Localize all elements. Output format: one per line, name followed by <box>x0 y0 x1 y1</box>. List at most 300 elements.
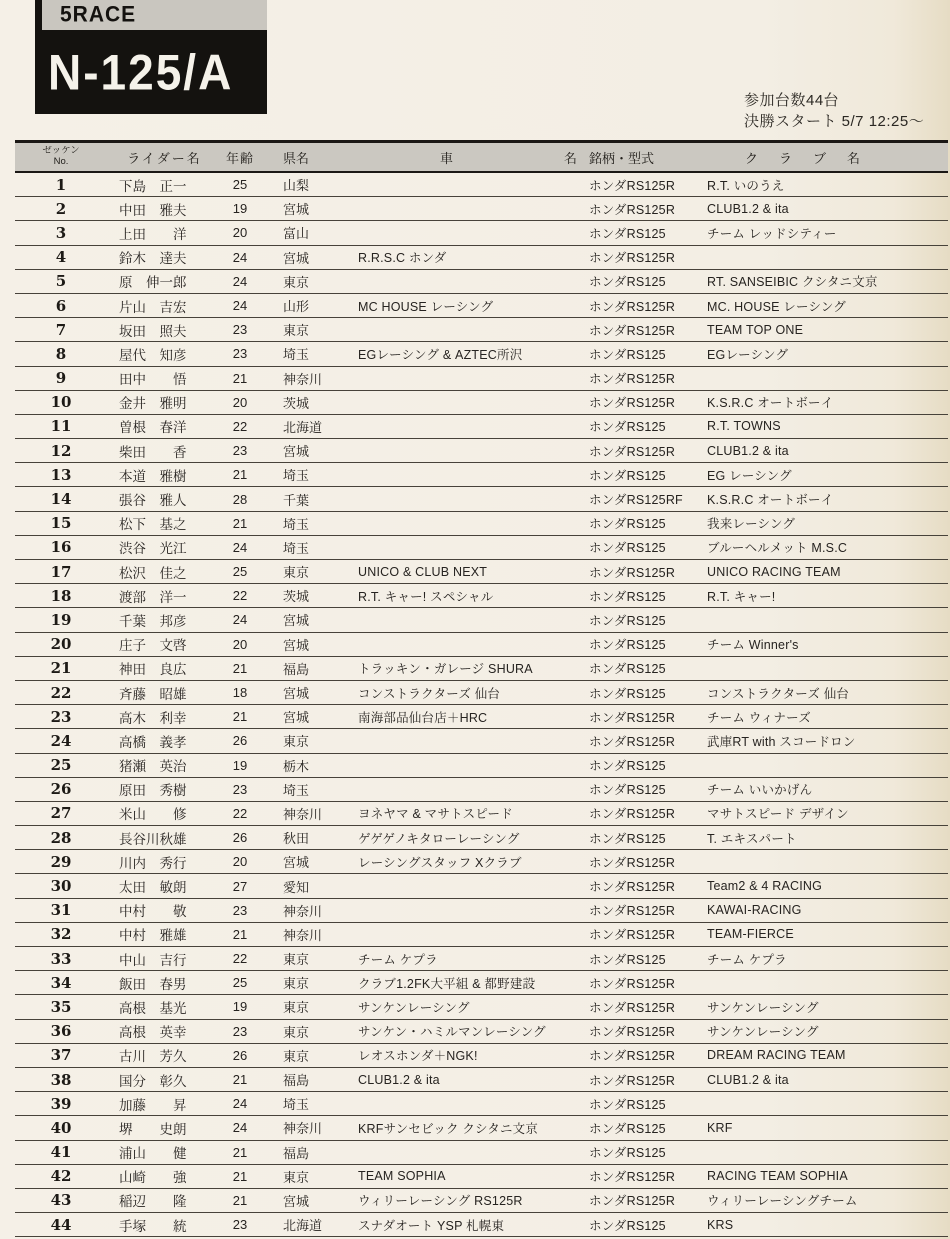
machine-name: 南海部品仙台店＋HRC <box>358 710 488 725</box>
rider-name: 屋代 知彦 <box>119 347 187 363</box>
table-row <box>15 1165 948 1189</box>
rider-name: 庄子 文啓 <box>119 638 187 654</box>
table-row <box>15 802 948 826</box>
prefecture: 東京 <box>283 1169 310 1185</box>
bib-number: 35 <box>50 997 72 1016</box>
club-name: CLUB1.2 & ita <box>707 1072 789 1087</box>
machine-name: コンストラクターズ 仙台 <box>358 686 501 701</box>
club-name: KRS <box>707 1217 734 1232</box>
club-name: KRF <box>707 1120 733 1135</box>
rider-name: 中山 吉行 <box>119 952 187 968</box>
bib-number: 9 <box>55 369 67 388</box>
table-row <box>15 197 948 221</box>
machine-name: スナダオート YSP 札幌東 <box>358 1218 505 1233</box>
brand-model: ホンダRS125R <box>589 178 676 193</box>
bib-number: 18 <box>50 586 72 605</box>
bib-number: 38 <box>50 1070 72 1089</box>
table-row <box>15 221 948 245</box>
header-prefecture: 県名 <box>283 150 310 166</box>
brand-model: ホンダRS125R <box>589 904 676 919</box>
prefecture: 埼玉 <box>283 516 310 532</box>
prefecture: 東京 <box>283 952 310 968</box>
table-row <box>15 657 948 681</box>
table-row <box>15 778 948 802</box>
club-name: R.T. キャー! <box>707 589 776 604</box>
brand-model: ホンダRS125 <box>589 952 666 967</box>
rider-age: 24 <box>232 273 248 289</box>
brand-model: ホンダRS125 <box>589 686 666 701</box>
brand-model: ホンダRS125R <box>589 251 676 266</box>
entry-table <box>15 140 948 1237</box>
table-row <box>15 729 948 753</box>
table-row <box>15 705 948 729</box>
table-row <box>15 947 948 971</box>
rider-age: 21 <box>232 1144 248 1160</box>
header-bib-number <box>15 146 107 168</box>
rider-age: 24 <box>232 298 248 314</box>
table-row <box>15 367 948 391</box>
brand-model: ホンダRS125 <box>589 613 666 628</box>
machine-name: ヨネヤマ & マサトスピード <box>358 807 513 822</box>
rider-name: 金井 雅明 <box>119 396 187 412</box>
machine-name: クラブ1.2FK大平組 & 都野建設 <box>358 976 536 991</box>
prefecture: 千葉 <box>283 492 310 508</box>
prefecture: 宮城 <box>283 1193 310 1209</box>
bib-number: 20 <box>50 635 72 654</box>
club-name: マサトスピード デザイン <box>707 807 849 822</box>
machine-name: ウィリーレーシング RS125R <box>358 1194 523 1209</box>
brand-model: ホンダRS125R <box>589 444 676 459</box>
prefecture: 神奈川 <box>283 1121 323 1137</box>
header-age: 年齢 <box>225 150 254 166</box>
rider-name: 上田 洋 <box>119 226 187 242</box>
machine-name: チーム ケプラ <box>358 952 438 967</box>
bib-number: 30 <box>50 877 72 896</box>
header-bib-bottom: No. <box>53 156 69 167</box>
bib-number: 5 <box>55 272 67 291</box>
rider-age: 20 <box>232 854 248 870</box>
table-row <box>15 512 948 536</box>
rider-name: 原田 秀樹 <box>119 783 187 799</box>
bib-number: 22 <box>50 683 72 702</box>
bib-number: 27 <box>50 804 72 823</box>
brand-model: ホンダRS125 <box>589 1097 666 1112</box>
machine-name: UNICO & CLUB NEXT <box>358 564 488 579</box>
table-row <box>15 1044 948 1068</box>
prefecture: 神奈川 <box>283 806 323 822</box>
club-name: チーム ケプラ <box>707 952 787 967</box>
bib-number: 39 <box>50 1094 72 1113</box>
club-name: サンケンレーシング <box>707 1025 819 1040</box>
prefecture: 埼玉 <box>283 347 310 363</box>
table-row <box>15 850 948 874</box>
rider-age: 21 <box>232 370 248 386</box>
table-row <box>15 874 948 898</box>
rider-age: 20 <box>232 636 248 652</box>
club-name: RT. SANSEIBIC クシタニ文京 <box>707 275 878 290</box>
rider-age: 18 <box>232 685 248 701</box>
rider-age: 20 <box>232 225 248 241</box>
brand-model: ホンダRS125R <box>589 299 676 314</box>
rider-name: 加藤 昇 <box>119 1097 187 1113</box>
prefecture: 福島 <box>283 661 310 677</box>
table-row <box>15 1141 948 1165</box>
prefecture: 埼玉 <box>283 782 310 798</box>
brand-model: ホンダRS125R <box>589 565 676 580</box>
prefecture: 埼玉 <box>283 540 310 556</box>
rider-age: 21 <box>232 515 248 531</box>
rider-age: 26 <box>232 830 248 846</box>
rider-name: 古川 芳久 <box>119 1049 187 1065</box>
bib-number: 4 <box>55 248 67 267</box>
bib-number: 44 <box>50 1215 72 1234</box>
rider-age: 22 <box>232 588 248 604</box>
rider-name: 山崎 強 <box>119 1170 187 1186</box>
rider-name: 堺 史朗 <box>119 1121 187 1137</box>
club-name: EGレーシング <box>707 347 789 362</box>
prefecture: 東京 <box>283 734 310 750</box>
rider-name: 高根 英幸 <box>119 1025 187 1041</box>
table-row <box>15 342 948 366</box>
table-row <box>15 294 948 318</box>
club-name: K.S.R.C オートボーイ <box>707 396 834 411</box>
rider-age: 25 <box>232 177 248 193</box>
header-bib-top: ゼッケン <box>42 146 80 157</box>
prefecture: 東京 <box>283 323 310 339</box>
table-body <box>15 173 948 1237</box>
bib-number: 21 <box>50 659 72 678</box>
brand-model: ホンダRS125 <box>589 638 666 653</box>
table-row <box>15 391 948 415</box>
rider-name: 渋谷 光江 <box>119 541 187 557</box>
rider-age: 26 <box>232 733 248 749</box>
club-name: T. エキスパート <box>707 831 797 846</box>
prefecture: 山梨 <box>283 178 310 194</box>
bib-number: 31 <box>50 901 72 920</box>
rider-age: 20 <box>232 394 248 410</box>
bib-number: 26 <box>50 780 72 799</box>
rider-age: 21 <box>232 926 248 942</box>
rider-name: 手塚 統 <box>119 1218 187 1234</box>
header-machine-left: 車 <box>440 150 454 166</box>
rider-name: 太田 敏朗 <box>119 880 187 896</box>
prefecture: 愛知 <box>283 879 310 895</box>
table-row <box>15 173 948 197</box>
prefecture: 東京 <box>283 1048 310 1064</box>
machine-name: サンケンレーシング <box>358 1000 470 1015</box>
rider-name: 猪瀬 英治 <box>119 759 187 775</box>
bib-number: 17 <box>50 562 72 581</box>
club-name: R.T. いのうえ <box>707 178 785 193</box>
table-row <box>15 415 948 439</box>
machine-name: R.R.S.C ホンダ <box>358 251 447 266</box>
machine-name: EGレーシング & AZTEC所沢 <box>358 347 523 362</box>
rider-name: 柴田 香 <box>119 444 187 460</box>
club-name: CLUB1.2 & ita <box>707 443 789 458</box>
bib-number: 42 <box>50 1167 72 1186</box>
brand-model: ホンダRS125R <box>589 976 676 991</box>
prefecture: 東京 <box>283 274 310 290</box>
brand-model: ホンダRS125 <box>589 1218 666 1233</box>
brand-model: ホンダRS125 <box>589 420 666 435</box>
table-row <box>15 536 948 560</box>
table-row <box>15 463 948 487</box>
brand-model: ホンダRS125R <box>589 807 676 822</box>
club-name: チーム レッドシティー <box>707 226 837 241</box>
club-name: R.T. TOWNS <box>707 419 781 434</box>
prefecture: 宮城 <box>283 444 310 460</box>
brand-model: ホンダRS125R <box>589 1049 676 1064</box>
brand-model: ホンダRS125R <box>589 202 676 217</box>
rider-name: 中村 雅雄 <box>119 928 187 944</box>
brand-model: ホンダRS125R <box>589 880 676 895</box>
prefecture: 宮城 <box>283 855 310 871</box>
bib-number: 1 <box>55 175 67 194</box>
brand-model: ホンダRS125 <box>589 759 666 774</box>
club-name: ブルーヘルメット M.S.C <box>707 541 848 556</box>
prefecture: 福島 <box>283 1073 310 1089</box>
bib-number: 15 <box>50 514 72 533</box>
prefecture: 神奈川 <box>283 927 323 943</box>
club-name: チーム いいかげん <box>707 783 813 798</box>
prefecture: 宮城 <box>283 637 310 653</box>
rider-name: 片山 吉宏 <box>119 299 187 315</box>
rider-age: 24 <box>232 539 248 555</box>
brand-model: ホンダRS125 <box>589 831 666 846</box>
rider-name: 渡部 洋一 <box>119 589 187 605</box>
rider-age: 21 <box>232 467 248 483</box>
club-name: MC. HOUSE レーシング <box>707 299 846 314</box>
club-name: Team2 & 4 RACING <box>707 879 823 894</box>
brand-model: ホンダRS125R <box>589 1000 676 1015</box>
prefecture: 茨城 <box>283 395 310 411</box>
brand-model: ホンダRS125 <box>589 275 666 290</box>
rider-age: 23 <box>232 781 248 797</box>
bib-number: 16 <box>50 538 72 557</box>
brand-model: ホンダRS125 <box>589 783 666 798</box>
brand-model: ホンダRS125 <box>589 662 666 677</box>
prefecture: 富山 <box>283 226 310 242</box>
table-row <box>15 754 948 778</box>
bib-number: 14 <box>50 490 72 509</box>
club-name: TEAM-FIERCE <box>707 927 794 942</box>
bib-number: 3 <box>55 223 67 242</box>
rider-age: 22 <box>232 951 248 967</box>
rider-name: 米山 修 <box>119 807 187 823</box>
table-row <box>15 560 948 584</box>
brand-model: ホンダRS125R <box>589 1073 676 1088</box>
bib-number: 43 <box>50 1191 72 1210</box>
rider-age: 21 <box>232 709 248 725</box>
rider-name: 坂田 照夫 <box>119 323 187 339</box>
club-name: 武庫RT with スコードロン <box>707 734 856 749</box>
prefecture: 宮城 <box>283 710 310 726</box>
bib-number: 13 <box>50 465 72 484</box>
brand-model: ホンダRS125 <box>589 1146 666 1161</box>
rider-age: 21 <box>232 660 248 676</box>
bib-number: 37 <box>50 1046 72 1065</box>
club-name: K.S.R.C オートボーイ <box>707 493 834 508</box>
machine-name: トラッキン・ガレージ SHURA <box>358 662 533 677</box>
bib-number: 41 <box>50 1143 72 1162</box>
table-row <box>15 318 948 342</box>
bib-number: 12 <box>50 441 72 460</box>
rider-age: 23 <box>232 1023 248 1039</box>
brand-model: ホンダRS125 <box>589 226 666 241</box>
rider-age: 27 <box>232 878 248 894</box>
race-class-label: N-125/A <box>48 43 234 101</box>
table-row <box>15 899 948 923</box>
bib-number: 36 <box>50 1022 72 1041</box>
final-start-time: 決勝スタート 5/7 12:25〜 <box>744 113 925 130</box>
prefecture: 神奈川 <box>283 371 323 387</box>
prefecture: 埼玉 <box>283 468 310 484</box>
rider-name: 長谷川秋雄 <box>119 831 187 847</box>
club-name: DREAM RACING TEAM <box>707 1048 846 1063</box>
table-row <box>15 826 948 850</box>
prefecture: 埼玉 <box>283 1097 310 1113</box>
bib-number: 25 <box>50 756 72 775</box>
bib-number: 23 <box>50 707 72 726</box>
rider-name: 本道 雅樹 <box>119 468 187 484</box>
header-club-name: ク ラ ブ 名 <box>745 150 865 166</box>
machine-name: レーシングスタッフ Xクラブ <box>358 855 522 870</box>
bib-number: 33 <box>50 949 72 968</box>
bib-number: 11 <box>50 417 72 436</box>
table-row <box>15 270 948 294</box>
table-row <box>15 246 948 270</box>
rider-name: 浦山 健 <box>119 1146 187 1162</box>
club-name: UNICO RACING TEAM <box>707 564 841 579</box>
brand-model: ホンダRS125R <box>589 710 676 725</box>
rider-name: 鈴木 達夫 <box>119 251 187 267</box>
rider-name: 中村 敬 <box>119 904 187 920</box>
rider-name: 下島 正一 <box>119 178 187 194</box>
rider-age: 22 <box>232 805 248 821</box>
prefecture: 東京 <box>283 565 310 581</box>
table-row <box>15 923 948 947</box>
rider-age: 24 <box>232 1096 248 1112</box>
rider-age: 21 <box>232 1168 248 1184</box>
bib-number: 6 <box>55 296 67 315</box>
prefecture: 東京 <box>283 976 310 992</box>
club-name: TEAM TOP ONE <box>707 322 804 337</box>
rider-age: 26 <box>232 1047 248 1063</box>
brand-model: ホンダRS125R <box>589 855 676 870</box>
prefecture: 秋田 <box>283 831 310 847</box>
brand-model: ホンダRS125R <box>589 1170 676 1185</box>
bib-number: 7 <box>55 320 67 339</box>
table-row <box>15 681 948 705</box>
brand-model: ホンダRS125 <box>589 468 666 483</box>
rider-age: 23 <box>232 322 248 338</box>
rider-age: 24 <box>232 612 248 628</box>
bib-number: 19 <box>50 610 72 629</box>
table-header-row <box>15 143 948 173</box>
rider-age: 23 <box>232 443 248 459</box>
brand-model: ホンダRS125R <box>589 323 676 338</box>
rider-age: 28 <box>232 491 248 507</box>
rider-name: 田中 悟 <box>119 372 187 388</box>
table-row <box>15 1068 948 1092</box>
club-name: KAWAI-RACING <box>707 903 802 918</box>
bib-number: 8 <box>55 344 67 363</box>
prefecture: 宮城 <box>283 202 310 218</box>
rider-age: 24 <box>232 249 248 265</box>
table-row <box>15 487 948 511</box>
machine-name: MC HOUSE レーシング <box>358 299 494 314</box>
machine-name: R.T. キャー! スペシャル <box>358 589 494 604</box>
table-row <box>15 439 948 463</box>
machine-name: サンケン・ハミルマンレーシング <box>358 1025 546 1040</box>
rider-age: 22 <box>232 418 248 434</box>
rider-name: 曽根 春洋 <box>119 420 187 436</box>
rider-age: 23 <box>232 1217 248 1233</box>
rider-name: 高橋 義孝 <box>119 734 187 750</box>
prefecture: 北海道 <box>283 1218 323 1234</box>
rider-name: 飯田 春男 <box>119 976 187 992</box>
race-number-label: 5RACE <box>60 2 137 27</box>
club-name: チーム ウィナーズ <box>707 710 811 725</box>
rider-name: 高木 利幸 <box>119 710 187 726</box>
rider-age: 19 <box>232 757 248 773</box>
prefecture: 宮城 <box>283 686 310 702</box>
rider-age: 21 <box>232 1192 248 1208</box>
brand-model: ホンダRS125R <box>589 372 676 387</box>
table-row <box>15 1213 948 1237</box>
table-row <box>15 1092 948 1116</box>
bib-number: 40 <box>50 1118 72 1137</box>
club-name: コンストラクターズ 仙台 <box>707 686 850 701</box>
bib-number: 24 <box>50 731 72 750</box>
brand-model: ホンダRS125R <box>589 928 676 943</box>
machine-name: ゲゲゲノキタローレーシング <box>358 831 520 846</box>
prefecture: 東京 <box>283 1024 310 1040</box>
table-row <box>15 1116 948 1140</box>
rider-name: 神田 良広 <box>119 662 187 678</box>
table-row <box>15 584 948 608</box>
brand-model: ホンダRS125 <box>589 347 666 362</box>
bib-number: 34 <box>50 973 72 992</box>
club-name: CLUB1.2 & ita <box>707 201 789 216</box>
rider-age: 23 <box>232 346 248 362</box>
rider-age: 25 <box>232 564 248 580</box>
table-row <box>15 608 948 632</box>
rider-name: 斉藤 昭雄 <box>119 686 187 702</box>
brand-model: ホンダRS125 <box>589 1121 666 1136</box>
club-name: RACING TEAM SOPHIA <box>707 1169 848 1184</box>
machine-name: レオスホンダ＋NGK! <box>358 1049 478 1064</box>
table-row <box>15 1189 948 1213</box>
header-rider-name: ライダー名 <box>127 150 202 166</box>
rider-age: 25 <box>232 975 248 991</box>
rider-age: 21 <box>232 1072 248 1088</box>
brand-model: ホンダRS125 <box>589 589 666 604</box>
brand-model: ホンダRS125 <box>589 541 666 556</box>
bib-number: 28 <box>50 828 72 847</box>
header-machine-name <box>350 148 585 167</box>
rider-name: 川内 秀行 <box>119 855 187 871</box>
rider-name: 中田 雅夫 <box>119 202 187 218</box>
brand-model: ホンダRS125R <box>589 396 676 411</box>
rider-name: 松沢 佳之 <box>119 565 187 581</box>
prefecture: 栃木 <box>283 758 310 774</box>
rider-name: 張谷 雅人 <box>119 493 187 509</box>
table-row <box>15 971 948 995</box>
race-logo <box>35 0 267 114</box>
rider-name: 千葉 邦彦 <box>119 613 187 629</box>
rider-age: 24 <box>232 1120 248 1136</box>
